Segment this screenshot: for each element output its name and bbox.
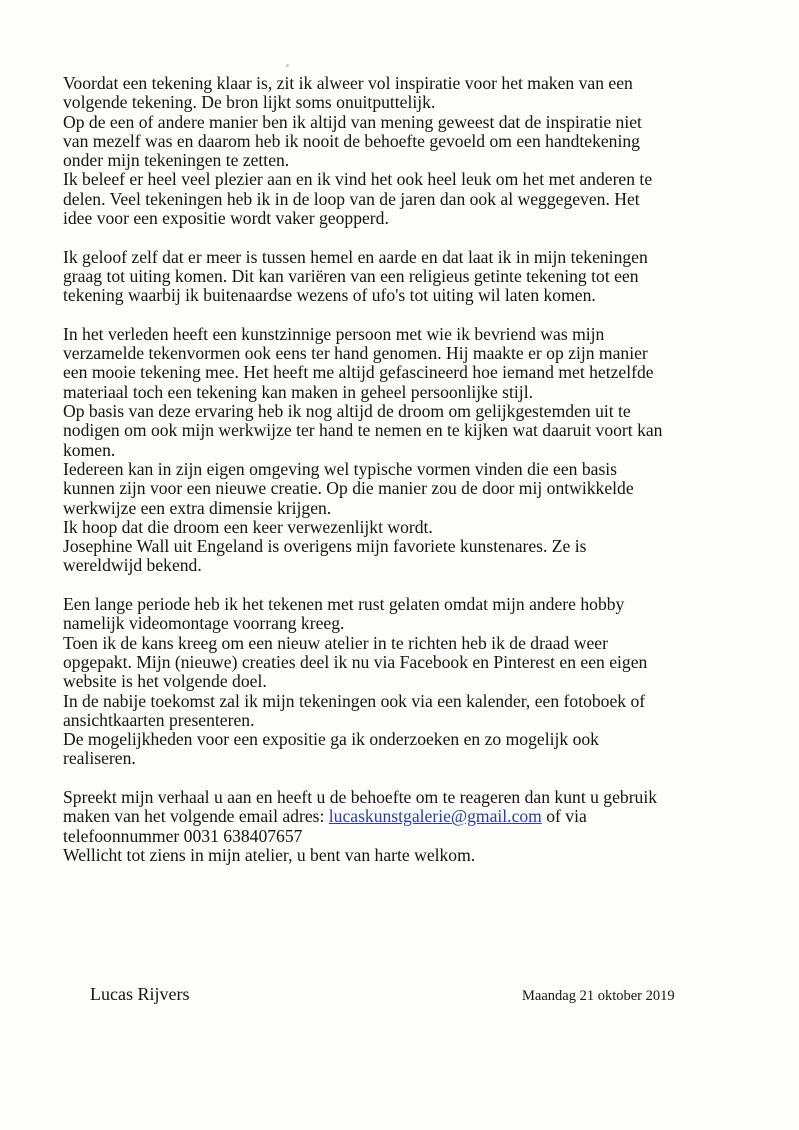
paragraph-contact bbox=[63, 788, 743, 865]
text-line: een mooie tekening mee. Het heeft me altijd gefascineerd hoe iemand met hetzelfde bbox=[63, 362, 654, 383]
text-line: namelijk videomontage voorrang kreeg. bbox=[63, 613, 345, 634]
text-line: Spreekt mijn verhaal u aan en heeft u de behoefte om te reageren dan kunt u gebruik bbox=[63, 786, 658, 807]
text-line: Ik beleef er heel veel plezier aan en ik vind het ook heel leuk om het met anderen te bbox=[63, 169, 653, 190]
signature-name: Lucas Rijvers bbox=[90, 984, 190, 1004]
text-line: idee voor een expositie wordt vaker geopperd. bbox=[63, 208, 389, 229]
text-line: van mezelf was en daarom heb ik nooit de behoefte gevoeld om een handtekening bbox=[63, 130, 640, 151]
text-line: graag tot uiting komen. Dit kan variëren van een religieus getinte tekening tot een bbox=[63, 265, 639, 286]
paragraph-plans bbox=[63, 595, 743, 769]
email-line-prefix: maken van het volgende email adres: bbox=[63, 806, 329, 827]
text-line: opgepakt. Mijn (nieuwe) creaties deel ik nu via Facebook en Pinterest en een eigen bbox=[63, 651, 648, 672]
text-line: wereldwijd bekend. bbox=[63, 555, 202, 576]
text-line: volgende tekening. De bron lijkt soms onuitputtelijk. bbox=[63, 92, 436, 113]
text-line: Toen ik de kans kreeg om een nieuw atelier in te richten heb ik de draad weer bbox=[63, 632, 608, 653]
scan-speck bbox=[286, 64, 289, 67]
paragraph-dream bbox=[63, 325, 743, 576]
text-line: In het verleden heeft een kunstzinnige persoon met wie ik bevriend was mijn bbox=[63, 323, 605, 344]
text-line: Iedereen kan in zijn eigen omgeving wel typische vormen vinden die een basis bbox=[63, 458, 618, 479]
text-line: komen. bbox=[63, 439, 116, 460]
text-line: werkwijze een extra dimensie krijgen. bbox=[63, 497, 332, 518]
text-line: verzamelde tekenvormen ook eens ter hand genomen. Hij maakte er op zijn manier bbox=[63, 343, 648, 364]
text-line: onder mijn tekeningen te zetten. bbox=[63, 150, 290, 171]
text-line: Ik geloof zelf dat er meer is tussen hemel en aarde en dat laat ik in mijn tekeningen bbox=[63, 246, 648, 267]
text-line: tekening waarbij ik buitenaardse wezens of ufo's tot uiting wil laten komen. bbox=[63, 285, 596, 306]
email-link[interactable]: lucaskunstgalerie@gmail.com bbox=[328, 806, 542, 827]
email-line-suffix: of via bbox=[541, 806, 587, 827]
text-line: Op de een of andere manier ben ik altijd van mening geweest dat de inspiratie niet bbox=[63, 111, 642, 132]
text-line: kunnen zijn voor een nieuwe creatie. Op die manier zou de door mij ontwikkelde bbox=[63, 478, 634, 499]
text-line: website is het volgende doel. bbox=[63, 671, 267, 692]
phone-line: telefoonnummer 0031 638407657 bbox=[63, 825, 303, 846]
text-line: Een lange periode heb ik het tekenen met rust gelaten omdat mijn andere hobby bbox=[63, 594, 625, 615]
text-line: ansichtkaarten presenteren. bbox=[63, 709, 255, 730]
text-line: Wellicht tot ziens in mijn atelier, u bent van harte welkom. bbox=[63, 844, 476, 865]
text-line: In de nabije toekomst zal ik mijn tekeningen ook via een kalender, een fotoboek of bbox=[63, 690, 646, 711]
paragraph-inspiration bbox=[63, 74, 743, 228]
paragraph-belief bbox=[63, 248, 743, 306]
text-line: realiseren. bbox=[63, 748, 136, 769]
letter-date: Maandag 21 oktober 2019 bbox=[522, 988, 675, 1004]
letter-body bbox=[63, 74, 743, 884]
text-line: De mogelijkheden voor een expositie ga ik onderzoeken en zo mogelijk ook bbox=[63, 729, 599, 750]
text-line: Ik hoop dat die droom een keer verwezenlijkt wordt. bbox=[63, 516, 433, 537]
text-line: materiaal toch een tekening kan maken in geheel persoonlijke stijl. bbox=[63, 381, 533, 402]
text-line: nodigen om ook mijn werkwijze ter hand te nemen en te kijken wat daaruit voort kan bbox=[63, 420, 663, 441]
text-line: Voordat een tekening klaar is, zit ik alweer vol inspiratie voor het maken van een bbox=[63, 73, 633, 93]
text-line: delen. Veel tekeningen heb ik in de loop van de jaren dan ook al weggegeven. Het bbox=[63, 188, 640, 209]
email-line bbox=[63, 807, 743, 826]
text-line: Josephine Wall uit Engeland is overigens mijn favoriete kunstenares. Ze is bbox=[63, 536, 587, 557]
text-line: Op basis van deze ervaring heb ik nog altijd de droom om gelijkgestemden uit te bbox=[63, 401, 631, 422]
